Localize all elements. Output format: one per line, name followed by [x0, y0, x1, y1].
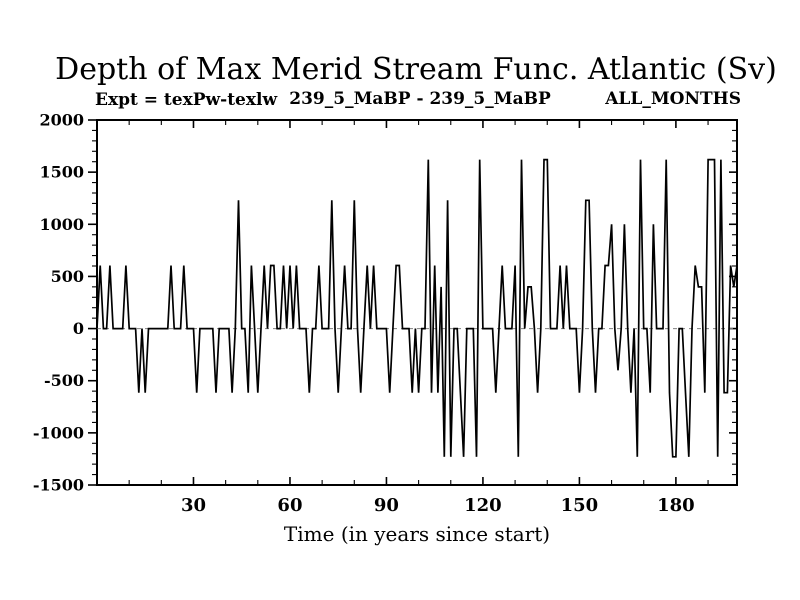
x-tick-label: 60 — [277, 495, 303, 516]
y-tick-label: 2000 — [39, 110, 84, 130]
y-tick-label: -1000 — [32, 423, 84, 443]
chart-subtitle-left: Expt = texPw-texlw — [95, 90, 278, 110]
y-tick-label: -1500 — [32, 475, 84, 495]
data-series — [97, 160, 737, 457]
chart-subtitle-center: 239_5_MaBP - 239_5_MaBP — [289, 89, 551, 109]
y-tick-label: 0 — [72, 319, 84, 339]
y-tick-label: 500 — [50, 266, 84, 286]
x-tick-label: 30 — [180, 495, 207, 516]
x-axis-title: Time (in years since start) — [283, 522, 551, 546]
y-tick-label: -500 — [43, 371, 84, 391]
chart-subtitle-right: ALL_MONTHS — [605, 89, 741, 109]
y-tick-label: 1000 — [39, 214, 84, 234]
x-tick-label: 120 — [464, 495, 502, 516]
tick-labels — [33, 111, 695, 517]
data-series-line — [97, 160, 737, 457]
x-tick-label: 180 — [657, 495, 695, 516]
x-tick-label: 90 — [373, 495, 399, 516]
chart-title: Depth of Max Merid Stream Func. Atlantic (Sv) — [55, 52, 777, 87]
y-tick-label: 1500 — [39, 162, 84, 182]
x-tick-label: 150 — [560, 495, 599, 516]
